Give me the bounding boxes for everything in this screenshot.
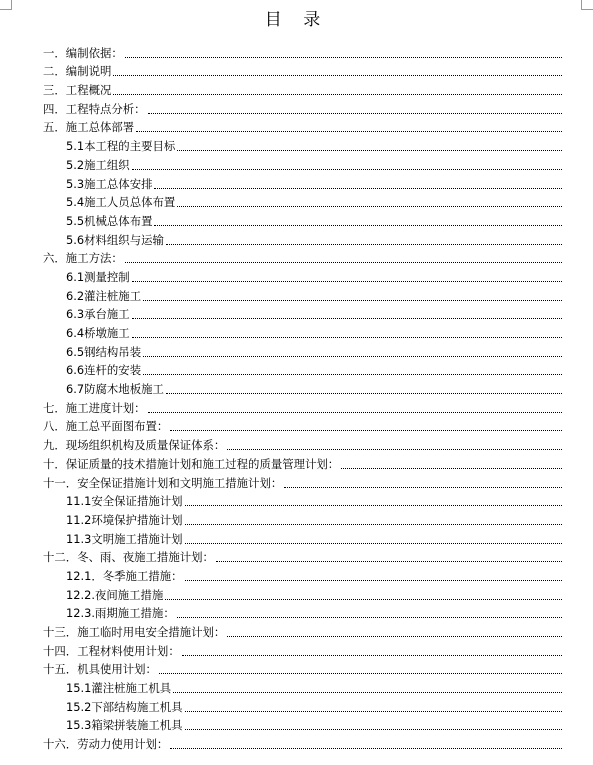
toc-dot-leader [185, 710, 562, 712]
toc-dot-leader [284, 486, 562, 488]
toc-dot-leader [125, 56, 562, 58]
toc-entry-title: 编制说明 [65, 64, 112, 79]
toc-entry-chapter[interactable] [0, 620, 593, 639]
toc-entry-number: 6.2 [66, 288, 85, 303]
toc-entry-number: 5.2 [66, 157, 85, 172]
toc-dot-leader [148, 411, 562, 413]
toc-dot-leader [177, 205, 562, 207]
toc-entry-title: 保证质量的技术措施计划和施工过程的质量管理计划： [65, 456, 340, 471]
toc-dot-leader [185, 504, 562, 506]
toc-dot-leader [132, 168, 562, 170]
toc-dot-leader [136, 130, 562, 132]
toc-entry-chapter[interactable] [0, 97, 593, 116]
toc-dot-leader [132, 336, 562, 338]
toc-entry-number: 八． [43, 419, 66, 434]
toc-dot-leader [216, 560, 562, 562]
toc-dot-leader [143, 299, 562, 301]
toc-entry-number: 九． [43, 438, 66, 453]
toc-dot-leader [177, 149, 562, 151]
toc-entry-title: 机具使用计划： [77, 662, 157, 677]
toc-entry-title: 夜间施工措施 [94, 587, 164, 602]
toc-entry-number: 6.3 [66, 307, 85, 322]
toc-entry-section[interactable] [0, 377, 593, 396]
toc-entry-number: 十一． [43, 475, 78, 490]
toc-entry-number: 6.7 [66, 382, 85, 397]
toc-entry-chapter[interactable] [0, 116, 593, 135]
toc-dot-leader [185, 579, 562, 581]
toc-entry-number: 11.1 [66, 494, 92, 509]
toc-dot-leader [185, 542, 562, 544]
toc-entry-number: 6.6 [66, 363, 85, 378]
toc-entry-title: 本工程的主要目标 [84, 139, 176, 154]
toc-dot-leader [148, 112, 562, 114]
toc-entry-section[interactable] [0, 228, 593, 247]
toc-entry-chapter[interactable] [0, 546, 593, 565]
toc-dot-leader [154, 187, 562, 189]
toc-dot-leader [132, 280, 562, 282]
toc-entry-title: 环境保护措施计划 [91, 512, 183, 527]
toc-dot-leader [125, 261, 562, 263]
toc-entry-chapter[interactable] [0, 471, 593, 490]
toc-entry-title: 施工总体安排 [84, 176, 153, 191]
toc-entry-title: 测量控制 [84, 269, 130, 284]
toc-entry-number: 5.5 [66, 213, 85, 228]
toc-entry-number: 5.3 [66, 176, 85, 191]
toc-entry-chapter[interactable] [0, 415, 593, 434]
toc-entry-section[interactable] [0, 695, 593, 714]
toc-dot-leader [166, 243, 562, 245]
toc-dot-leader [170, 747, 562, 749]
toc-entry-title: 材料组织与运输 [84, 232, 164, 247]
toc-entry-title: 冬季施工措施： [102, 568, 183, 583]
toc-entry-section[interactable] [0, 564, 593, 583]
toc-entry-title: 桥墩施工 [84, 326, 130, 340]
toc-entry-number: 12.3. [66, 606, 95, 621]
toc-entry-number: 5.6 [66, 232, 85, 247]
toc-dot-leader [177, 616, 562, 618]
toc-entry-title: 安全保证措施计划和文明施工措施计划： [77, 475, 283, 490]
toc-entry-title: 灌注桩施工机具 [91, 681, 172, 696]
toc-entry-number: 6.5 [66, 344, 85, 359]
toc-entry-section[interactable] [0, 714, 593, 733]
toc-entry-title: 箱梁拼装施工机具 [91, 718, 183, 733]
toc-entry-chapter[interactable] [0, 639, 593, 658]
table-of-contents [0, 41, 593, 751]
toc-entry-number: 5.1 [66, 139, 85, 154]
toc-entry-title: 施工总平面图布置： [65, 419, 169, 434]
toc-entry-number: 十二． [43, 550, 78, 565]
toc-dot-leader [185, 728, 562, 730]
toc-entry-chapter[interactable] [0, 433, 593, 452]
toc-dot-leader [154, 224, 562, 226]
toc-entry-title: 施工方法： [65, 251, 123, 266]
toc-entry-title: 承台施工 [84, 307, 130, 322]
toc-entry-section[interactable] [0, 134, 593, 153]
toc-entry-section[interactable] [0, 527, 593, 546]
toc-entry-number: 6.1 [66, 269, 85, 284]
toc-entry-title: 劳动力使用计划： [77, 737, 169, 752]
toc-entry-title: 施工组织 [84, 157, 130, 172]
toc-dot-leader [113, 93, 562, 95]
toc-entry-section[interactable] [0, 583, 593, 602]
toc-entry-section[interactable] [0, 359, 593, 378]
toc-entry-chapter[interactable] [0, 60, 593, 79]
toc-entry-title: 施工进度计划： [65, 400, 146, 415]
toc-entry-title: 现场组织机构及质量保证体系： [65, 438, 226, 453]
toc-entry-chapter[interactable] [0, 732, 593, 751]
toc-entry-title: 工程特点分析： [65, 101, 146, 116]
toc-dot-leader [159, 672, 562, 674]
toc-entry-section[interactable] [0, 153, 593, 172]
toc-entry-number: 十六． [43, 737, 78, 752]
toc-entry-section[interactable] [0, 676, 593, 695]
toc-entry-chapter[interactable] [0, 78, 593, 97]
toc-entry-number: 5.4 [66, 195, 85, 210]
toc-entry-title: 工程概况 [65, 83, 112, 98]
toc-entry-section[interactable] [0, 602, 593, 621]
toc-entry-number: 六． [43, 251, 66, 266]
toc-dot-leader [227, 448, 562, 450]
toc-entry-number: 十三． [43, 625, 78, 639]
toc-entry-title: 机械总体布置 [84, 213, 153, 228]
toc-entry-number: 十五． [43, 662, 78, 677]
toc-entry-title: 安全保证措施计划 [91, 494, 183, 509]
toc-entry-title: 施工临时用电安全措施计划： [77, 625, 226, 639]
toc-entry-section[interactable] [0, 172, 593, 191]
toc-dot-leader [143, 373, 562, 375]
toc-dot-leader [143, 355, 562, 357]
toc-entry-title: 灌注桩施工 [84, 288, 142, 303]
page-title: 目 录 [264, 10, 329, 30]
toc-entry-number: 12.2. [66, 587, 95, 602]
toc-entry-section[interactable] [0, 191, 593, 210]
toc-entry-number: 15.3 [66, 718, 92, 733]
toc-dot-leader [165, 598, 562, 600]
toc-entry-title: 钢结构吊装 [84, 344, 142, 359]
toc-entry-number: 15.2 [66, 699, 92, 714]
toc-entry-number: 十四． [43, 643, 78, 658]
toc-entry-section[interactable] [0, 284, 593, 303]
toc-entry-number: 二． [43, 64, 66, 79]
toc-entry-section[interactable] [0, 321, 593, 340]
toc-entry-title: 编制依据： [65, 45, 123, 60]
toc-entry-title: 防腐木地板施工 [84, 382, 164, 397]
toc-entry-title: 施工人员总体布置 [84, 195, 176, 210]
toc-entry-number: 11.2 [66, 512, 92, 527]
toc-entry-number: 15.1 [66, 681, 92, 696]
toc-entry-number: 一． [43, 45, 66, 60]
toc-entry-section[interactable] [0, 303, 593, 322]
toc-entry-number: 6.4 [66, 326, 85, 340]
toc-entry-section[interactable] [0, 265, 593, 284]
toc-dot-leader [132, 317, 562, 319]
toc-dot-leader [227, 635, 562, 637]
toc-dot-leader [182, 654, 562, 656]
toc-entry-number: 三． [43, 83, 66, 98]
toc-entry-title: 连杆的安装 [84, 363, 142, 378]
toc-entry-number: 十． [43, 456, 66, 471]
toc-dot-leader [166, 392, 562, 394]
toc-entry-chapter[interactable] [0, 658, 593, 677]
toc-entry-title: 雨期施工措施： [94, 606, 175, 621]
toc-entry-chapter[interactable] [0, 247, 593, 266]
toc-entry-number: 12.1． [66, 568, 103, 583]
toc-entry-title: 下部结构施工机具 [91, 699, 183, 714]
toc-entry-number: 四． [43, 101, 66, 116]
toc-dot-leader [113, 74, 562, 76]
toc-entry-section[interactable] [0, 340, 593, 359]
toc-dot-leader [173, 691, 562, 693]
toc-entry-number: 七． [43, 400, 66, 415]
toc-entry-section[interactable] [0, 209, 593, 228]
toc-entry-title: 工程材料使用计划： [77, 643, 180, 658]
toc-entry-section[interactable] [0, 490, 593, 509]
toc-entry-title: 施工总体部署 [65, 120, 135, 135]
toc-entry-number: 11.3 [66, 531, 92, 546]
toc-dot-leader [185, 523, 562, 525]
toc-entry-number: 五． [43, 120, 66, 135]
toc-dot-leader [341, 467, 562, 469]
toc-entry-title: 文明施工措施计划 [91, 531, 183, 546]
toc-entry-chapter[interactable] [0, 452, 593, 471]
toc-dot-leader [170, 429, 562, 431]
toc-entry-chapter[interactable] [0, 396, 593, 415]
toc-entry-section[interactable] [0, 508, 593, 527]
toc-entry-chapter[interactable] [0, 41, 593, 60]
toc-entry-title: 冬、雨、夜施工措施计划： [77, 550, 214, 565]
